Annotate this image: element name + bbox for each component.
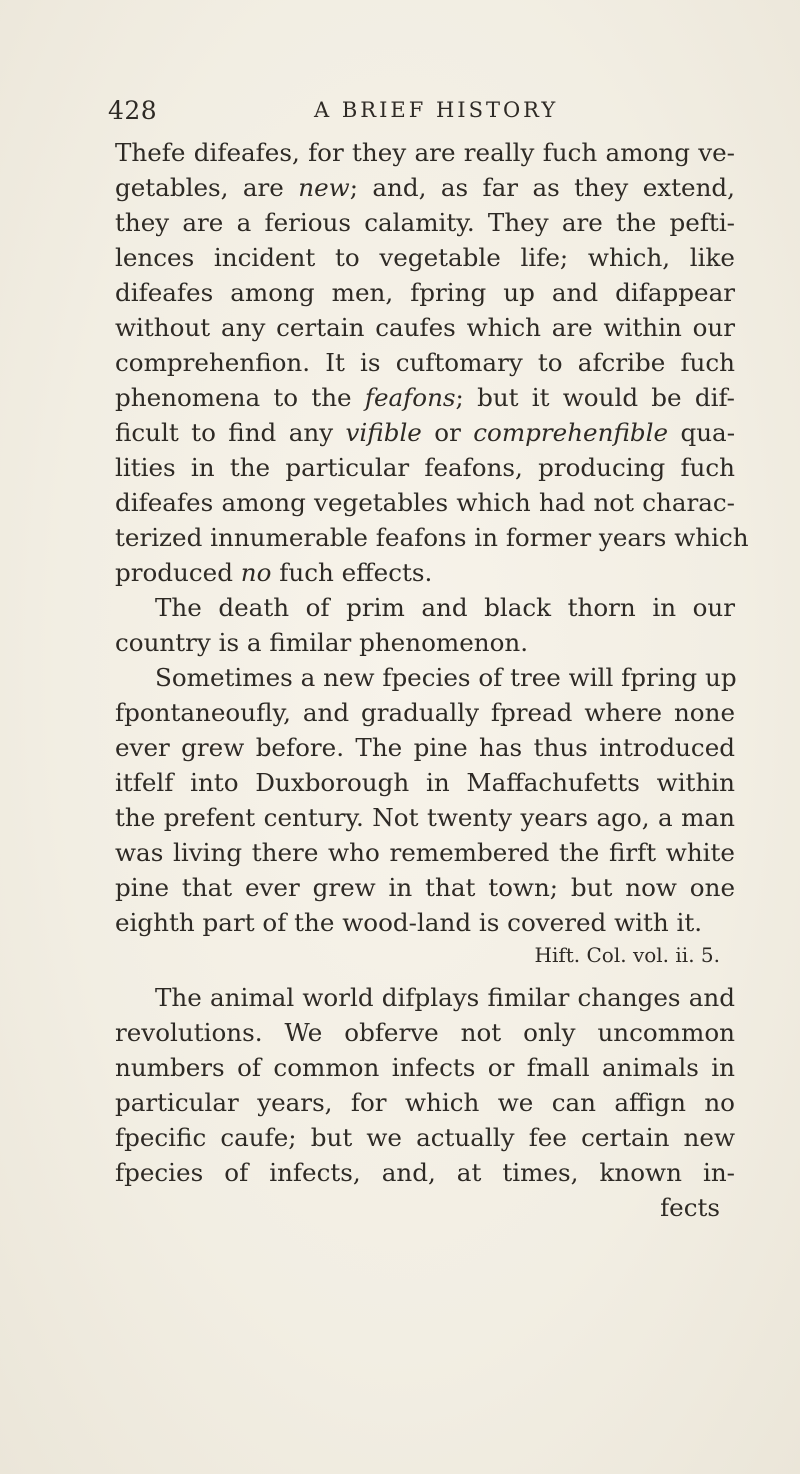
italic-word: new (298, 173, 350, 202)
text-line: revolutions. We obferve not only uncommon (115, 1018, 735, 1047)
page-header (108, 96, 728, 130)
text-line: pine that ever grew in that town; but now one (115, 873, 735, 902)
text-line: fpecies of infects, and, at times, known in- (115, 1158, 735, 1187)
text-line: The death of prim and black thorn in our (155, 593, 735, 622)
text-line: ever grew before. The pine has thus introduced (115, 733, 735, 762)
text-line: difeafes among men, fpring up and difappear (115, 278, 735, 307)
text-line: difeafes among vegetables which had not charac- (115, 488, 735, 517)
page-number: 428 (108, 96, 158, 125)
text-line: the prefent century. Not twenty years ago, a man (115, 803, 735, 832)
text-line: they are a ferious calamity. They are the pefti- (115, 208, 735, 237)
text-line: ficult to find any vifible or comprehenfible qua- (115, 418, 736, 447)
catchword: fects (660, 1193, 720, 1222)
text-line: Sometimes a new fpecies of tree will fpring up (155, 663, 737, 692)
text-line: The animal world difplays fimilar changes and (155, 983, 735, 1012)
text-line: itfelf into Duxborough in Maffachufetts within (115, 768, 735, 797)
text-line: phenomena to the feafons; but it would be dif- (115, 383, 735, 412)
text-line: terized innumerable feafons in former years which (115, 523, 749, 552)
text-line: particular years, for which we can affign no (115, 1088, 735, 1117)
text-line: eighth part of the wood-land is covered with it. (115, 908, 703, 937)
text-line: Thefe difeafes, for they are really fuch among ve- (115, 138, 735, 167)
text-line: was living there who remembered the firft white (115, 838, 735, 867)
italic-word: comprehenfible (473, 418, 669, 447)
text-line: lities in the particular feafons, producing fuch (115, 453, 735, 482)
text-line: fpecific caufe; but we actually fee certain new (115, 1123, 735, 1152)
italic-word: no (240, 558, 272, 587)
text-line: numbers of common infects or fmall animals in (115, 1053, 735, 1082)
citation: Hift. Col. vol. ii. 5. (534, 943, 720, 967)
italic-word: feafons (364, 383, 456, 412)
running-head: A BRIEF HISTORY (314, 98, 559, 122)
text-line: country is a fimilar phenomenon. (115, 628, 529, 657)
text-line: produced no fuch effects. (115, 558, 433, 587)
italic-word: vifible (345, 418, 422, 447)
text-line: fpontaneoufly, and gradually fpread where none (115, 698, 735, 727)
text-line: without any certain caufes which are within our (115, 313, 735, 342)
text-line: getables, are new; and, as far as they extend, (115, 173, 735, 202)
text-line: comprehenfion. It is cuftomary to afcribe fuch (115, 348, 735, 377)
text-line: lences incident to vegetable life; which, like (115, 243, 735, 272)
